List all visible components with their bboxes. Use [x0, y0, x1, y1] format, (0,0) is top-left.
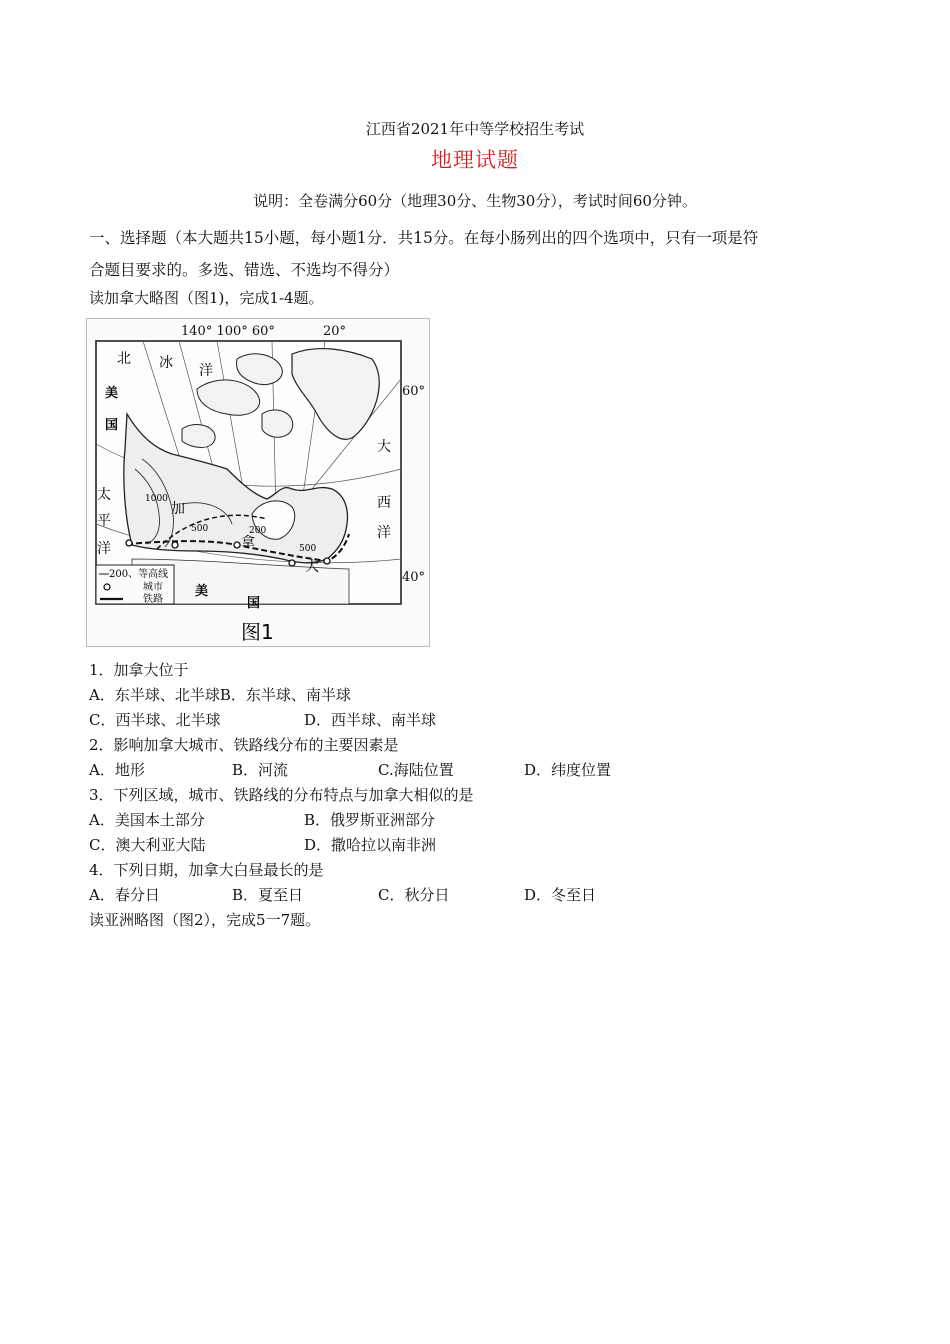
- section-heading-line1: 一、选择题（本大题共15小题，每小题1分．共15分。在每小肠列出的四个选项中，只有一项是符: [89, 229, 759, 247]
- legend-contour-label: 200、等高线: [109, 569, 169, 580]
- ocean-label-arctic: 冰: [159, 355, 173, 371]
- ocean-label-pacific: 洋: [97, 541, 111, 557]
- question-4-option: B．夏至日: [232, 886, 304, 904]
- contour-value: 1000: [145, 494, 168, 504]
- city-marker: [324, 558, 330, 564]
- city-marker: [172, 542, 178, 548]
- question-3-option: C．澳大利亚大陆: [89, 836, 206, 854]
- figure1-caption: 图1: [241, 620, 274, 644]
- country-label-usa-alaska: 国: [105, 418, 119, 433]
- canada-map-figure: [86, 318, 430, 647]
- legend-city-icon: [104, 584, 110, 590]
- question-4-option: A．春分日: [89, 886, 160, 904]
- section-heading-line2: 合题目要求的。多选、错选、不选均不得分）: [89, 261, 400, 279]
- question-2-stem: 2．影响加拿大城市、铁路线分布的主要因素是: [89, 736, 399, 754]
- question-4-option: D．冬至日: [524, 886, 597, 904]
- longitude-label-20: 20°: [323, 324, 347, 339]
- question-3-option: B．俄罗斯亚洲部分: [304, 811, 436, 829]
- contour-value: 200: [249, 526, 267, 536]
- country-label-canada: 大: [305, 559, 319, 575]
- question-1-stem: 1．加拿大位于: [89, 661, 189, 679]
- ocean-label-arctic: 洋: [199, 363, 213, 379]
- country-label-usa-south: 美: [195, 584, 209, 599]
- question-1-option: A．东半球、北半球B．东半球、南半球: [89, 686, 351, 704]
- contour-value: 500: [191, 524, 209, 534]
- latitude-label-60: 60°: [402, 384, 426, 399]
- country-label-canada: 拿: [241, 535, 255, 551]
- city-marker: [234, 542, 240, 548]
- question-1-option: C．西半球、北半球: [89, 711, 221, 729]
- question-2-option: C.海陆位置: [378, 761, 454, 779]
- ocean-label-atlantic: 洋: [377, 525, 391, 541]
- question-2-option: D．纬度位置: [524, 761, 612, 779]
- contour-value: 500: [299, 544, 317, 554]
- subject-title: 地理试题: [431, 148, 519, 172]
- ocean-label-atlantic: 西: [377, 495, 391, 511]
- country-label-canada: 加: [171, 501, 185, 517]
- question-3-stem: 3．下列区域，城市、铁路线的分布特点与加拿大相似的是: [89, 786, 474, 804]
- legend-city-label: 城市: [143, 582, 163, 593]
- question-4-stem: 4．下列日期，加拿大白昼最长的是: [89, 861, 324, 879]
- legend-railway-label: 铁路: [143, 594, 163, 605]
- longitude-labels: 140° 100° 60°: [181, 324, 275, 339]
- figure2-intro: 读亚洲略图（图2），完成5一7题。: [89, 911, 321, 929]
- city-marker: [126, 540, 132, 546]
- latitude-label-40: 40°: [402, 570, 426, 585]
- question-3-option: A．美国本土部分: [89, 811, 205, 829]
- figure1-intro: 读加拿大略图（图1)，完成1-4题。: [89, 289, 324, 307]
- question-2-option: A．地形: [89, 761, 145, 779]
- question-2-option: B．河流: [232, 761, 289, 779]
- city-marker: [289, 560, 295, 566]
- question-3-option: D．撒哈拉以南非洲: [304, 836, 437, 854]
- country-label-usa-south: 国: [247, 596, 261, 611]
- ocean-label-pacific: 平: [97, 513, 111, 529]
- ocean-label-arctic: 北: [117, 351, 131, 367]
- ocean-label-pacific: 太: [97, 487, 111, 503]
- exam-note: 说明：全卷满分60分（地理30分、生物30分），考试时间60分钟。: [253, 192, 697, 210]
- question-4-option: C．秋分日: [378, 886, 450, 904]
- exam-name: 江西省2021年中等学校招生考试: [365, 120, 585, 138]
- question-1-option: D．西半球、南半球: [304, 711, 437, 729]
- ocean-label-atlantic: 大: [377, 439, 391, 455]
- country-label-usa-alaska: 美: [105, 386, 119, 401]
